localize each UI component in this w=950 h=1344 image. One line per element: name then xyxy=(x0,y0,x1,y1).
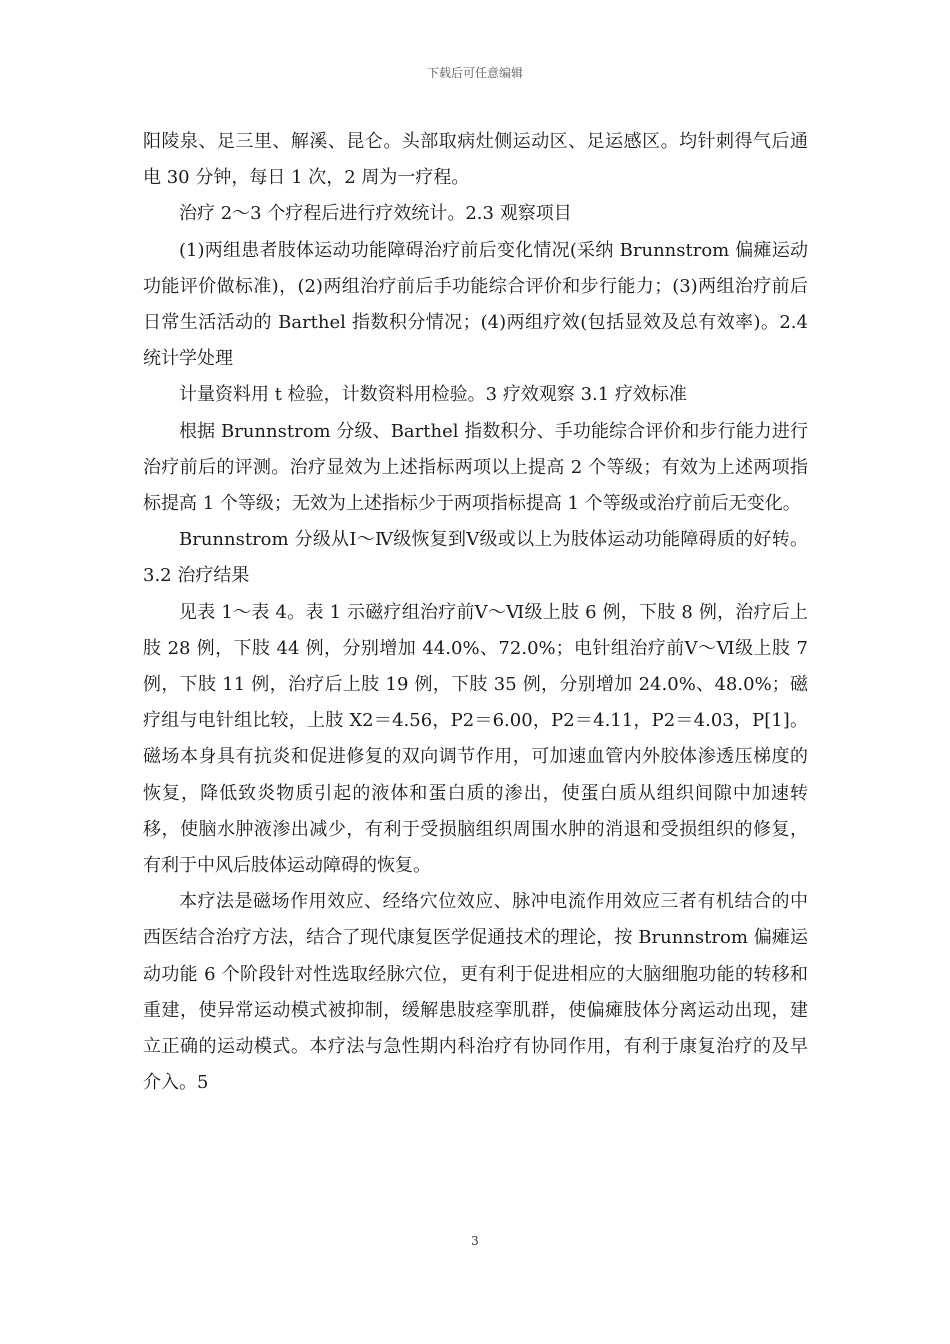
paragraph-4: 计量资料用 t 检验，计数资料用检验。3 疗效观察 3.1 疗效标准 xyxy=(179,384,687,406)
paragraph-5: 根据 Brunnstrom 分级、Barthel 指数积分、手功能综合评价和步行能力进行治疗前后的评测。治疗显效为上述指标两项以上提高 2 个等级；有效为上述两项指标提高 1 个等级；无效为上述指标少于两项指标提高 1 个等级或治疗前后无变化。 xyxy=(143,420,808,515)
paragraph-1: 阳陵泉、足三里、解溪、昆仑。头部取病灶侧运动区、足运感区。均针刺得气后通电 30 分钟，每日 1 次，2 周为一疗程。 xyxy=(143,131,808,189)
document-body xyxy=(143,124,808,1101)
paragraph-7: 见表 1～表 4。表 1 示磁疗组治疗前Ⅴ～Ⅵ级上肢 6 例，下肢 8 例，治疗后上肢 28 例，下肢 44 例，分别增加 44.0%、72.0%；电针组治疗前Ⅴ～Ⅵ级上肢 7 例，下肢 11 例，治疗后上肢 19 例，下肢 35 例，分别增加 24.0%、48.0%；磁疗组与电针组比较，上肢 X2＝4.56，P2＝6.00，P2＝4.11，P2＝4.03，P[1]。磁场本身具有抗炎和促进修复的双向调节作用，可加速血管内外胶体渗透压梯度的恢复，降低致炎物质引起的液体和蛋白质的渗出，使蛋白质从组织间隙中加速转移，使脑水肿液渗出减少，有利于受损脑组织周围水肿的消退和受损组织的修复，有利于中风后肢体运动障碍的恢复。 xyxy=(143,601,808,877)
paragraph-8: 本疗法是磁场作用效应、经络穴位效应、脉冲电流作用效应三者有机结合的中西医结合治疗方法，结合了现代康复医学促通技术的理论，按 Brunnstrom 偏瘫运动功能 6 个阶段针对性选取经脉穴位，更有利于促进相应的大脑细胞功能的转移和重建，使异常运动模式被抑制，缓解患肢痉挛肌群，使偏瘫肢体分离运动出现，建立正确的运动模式。本疗法与急性期内科治疗有协同作用，有利于康复治疗的及早介入。5 xyxy=(143,891,808,1094)
page-number: 3 xyxy=(471,1234,479,1248)
paragraph-6: Brunnstrom 分级从Ⅰ～Ⅳ级恢复到Ⅴ级或以上为肢体运动功能障碍质的好转。3.2 治疗结果 xyxy=(143,529,808,587)
paragraph-2: 治疗 2～3 个疗程后进行疗效统计。2.3 观察项目 xyxy=(179,203,572,225)
page-header: 下载后可任意编辑 xyxy=(426,66,523,80)
paragraph-3: (1)两组患者肢体运动功能障碍治疗前后变化情况(采纳 Brunnstrom 偏瘫运动功能评价做标准)，(2)两组治疗前后手功能综合评价和步行能力；(3)两组治疗前后日常生活活动的 Barthel 指数积分情况；(4)两组疗效(包括显效及总有效率)。2.4 统计学处理 xyxy=(143,239,808,370)
